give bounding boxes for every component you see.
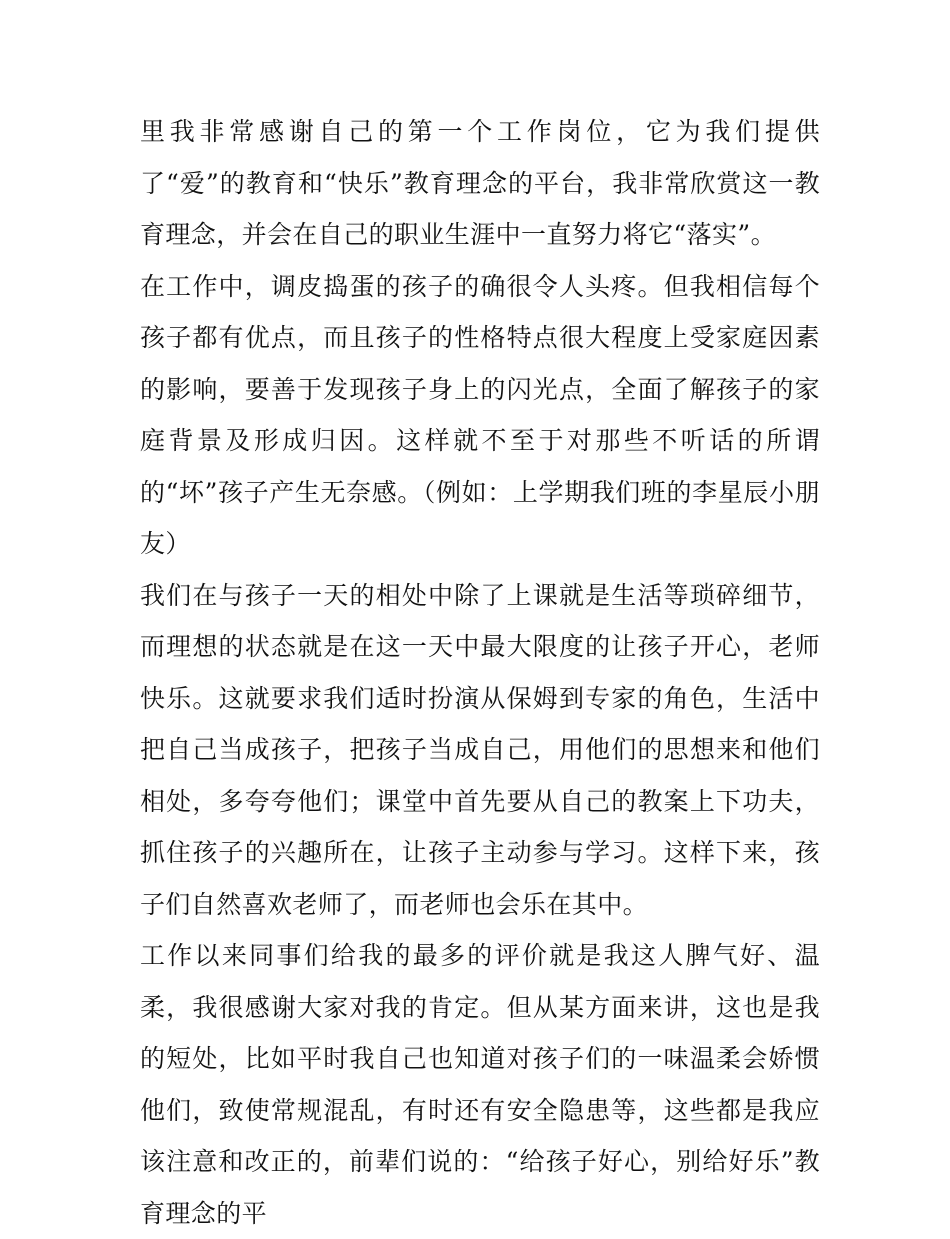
paragraph-naughty-children: 在工作中，调皮捣蛋的孩子的确很令人头疼。但我相信每个孩子都有优点，而且孩子的性格特点很大程度上受家庭因素的影响，要善于发现孩子身上的闪光点，全面了解孩子的家庭背景及形成归因。这样就不至于对那些不听话的所谓的“坏”孩子产生无奈感。（例如：上学期我们班的李星辰小朋友） <box>140 271 820 558</box>
paragraph-gratitude: 里我非常感谢自己的第一个工作岗位，它为我们提供了“爱”的教育和“快乐”教育理念的平台，我非常欣赏这一教育理念，并会在自己的职业生涯中一直努力将它“落实”。 <box>140 117 820 249</box>
paragraph-self-evaluation: 工作以来同事们给我的最多的评价就是我这人脾气好、温柔，我很感谢大家对我的肯定。但从某方面来讲，这也是我的短处，比如平时我自己也知道对孩子们的一味温柔会娇惯他们，致使常规混乱，有时还有安全隐患等，这些都是我应该注意和改正的，前辈们说的：“给孩子好心，别给好乐”教育理念的平 <box>140 941 820 1228</box>
paragraph-daily-interaction: 我们在与孩子一天的相处中除了上课就是生活等琐碎细节，而理想的状态就是在这一天中最大限度的让孩子开心，老师快乐。这就要求我们适时扮演从保姆到专家的角色，生活中把自己当成孩子，把孩子当成自己，用他们的思想来和他们相处，多夸夸他们；课堂中首先要从自己的教案上下功夫，抓住孩子的兴趣所在，让孩子主动参与学习。这样下来，孩子们自然喜欢老师了，而老师也会乐在其中。 <box>140 580 820 919</box>
document-body <box>140 106 820 1239</box>
